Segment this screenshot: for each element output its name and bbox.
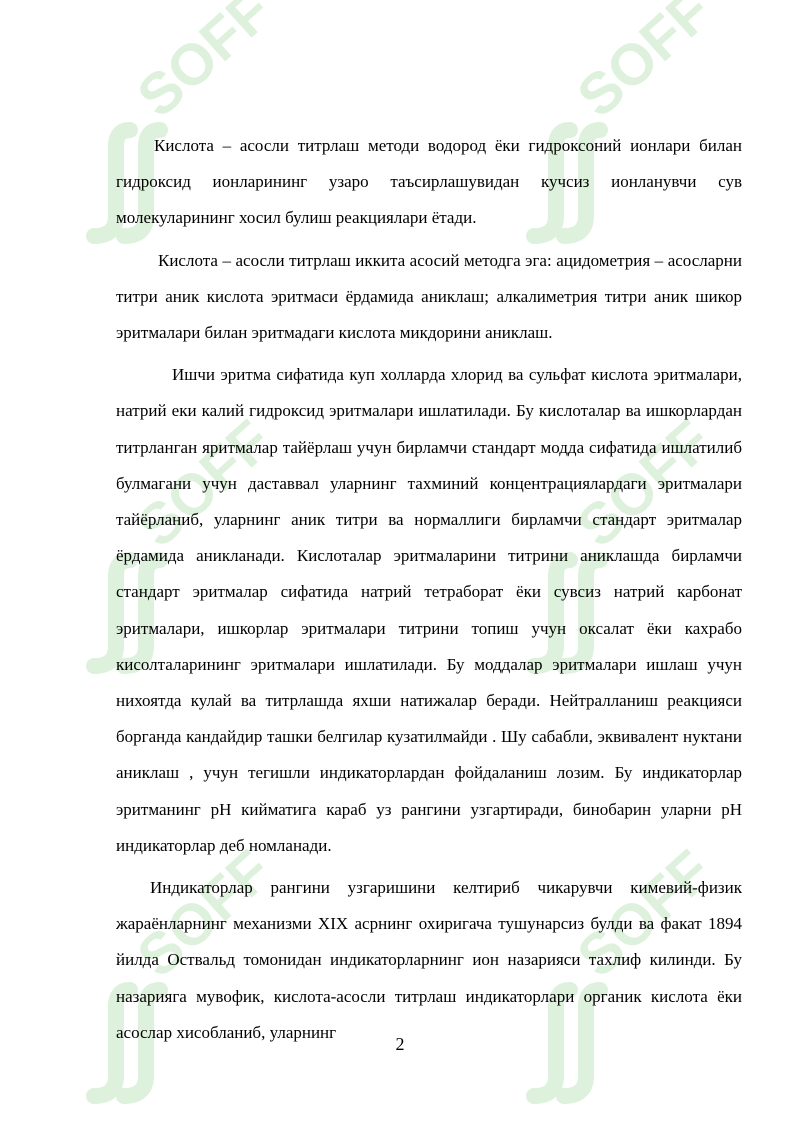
document-body (116, 128, 742, 1057)
paragraph-3: Ишчи эритма сифатида куп холларда хлорид ва сульфат кислота эритмалари, натрий еки калий гидроксид эритмалари ишлатилади. Бу кислоталар ва ишкорлардан титрланган яритмалар тайёрлаш учун бирламчи стандарт модда сифатида ишлатилиб булмагани учун даставвал уларнинг тахминий концентрациялардаги эритмалари тайёрланиб, уларнинг аник титри ва нормаллиги бирламчи стандарт эритмалар ёрдамида аникланади. Кислоталар эритмаларини титрини аниклашда бирламчи стандарт эритмалар сифатида натрий тетраборат ёки сувсиз натрий карбонат эритмалари, ишкорлар эритмалари титрини топиш учун оксалат ёки кахрабо кисолталарининг эритмалари ишлатилади. Бу моддалар эритмалари ишлаш учун нихоятда кулай ва титрлашда яхши натижалар беради. Нейтралланиш реакцияси борганда кандайдир ташки белгилар кузатилмайди . Шу сабабли, эквивалент нуктани аниклаш , учун тегишли индикаторлардан фойдаланиш лозим. Бу индикаторлар эритманинг pH кийматига караб уз рангини узгартиради, бинобарин уларни pH индикаторлар деб номланади. (116, 365, 742, 855)
paragraph-2: Кислота – асосли титрлаш иккита асосий методга эга: ацидометрия – асосларни титри аник кислота эритмаси ёрдамида аниклаш; алкалиметрия титри аник шикор эритмалари билан эритмадаги кислота микдорини аниклаш. (116, 250, 742, 343)
paragraph-4: Индикаторлар рангини узгаришини келтириб чикарувчи кимевий-физик жараёнларнинг механизми XIX асрнинг охиригача тушунарсиз булди ва факат 1894 йилда Оствальд томонидан индикаторларнинг ион назарияси тахлиф килинди. Бу назарияга мувофик, кислота-асосли титрлаш индикаторлари органик кислота ёки асослар хисобланиб, уларнинг (116, 878, 742, 1042)
page-number: 2 (395, 1034, 405, 1054)
paragraph-1: Кислота – асосли титрлаш методи водород ёки гидроксоний ионлари билан гидроксид ионларининг узаро таъсирлашувидан кучсиз ионланувчи сув молекуларининг хосил булиш реакциялари ётади. (116, 136, 742, 228)
